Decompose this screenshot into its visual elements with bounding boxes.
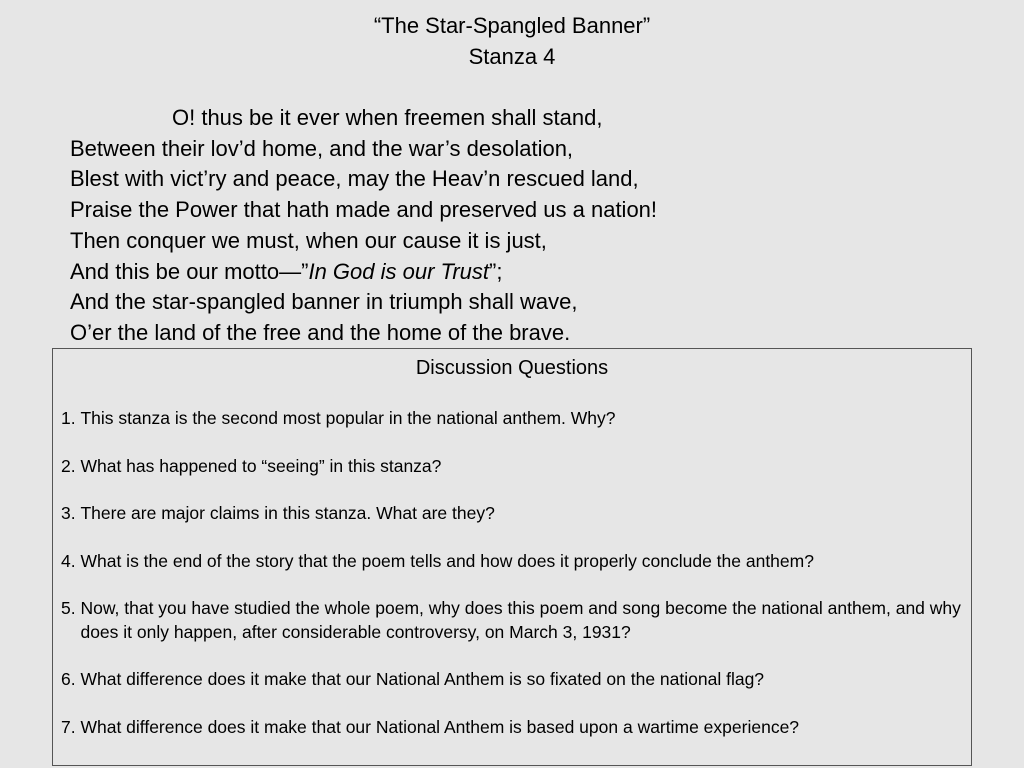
question-number: 6.	[61, 669, 81, 689]
motto-line	[70, 257, 970, 288]
stanza-text	[70, 103, 970, 349]
stanza-line: Praise the Power that hath made and preserved us a nation!	[70, 197, 658, 223]
question-item	[61, 550, 961, 574]
stanza-line: Between their lov’d home, and the war’s desolation,	[70, 135, 574, 161]
title-block	[0, 10, 1024, 72]
question-list	[61, 407, 961, 763]
song-title: “The Star-Spangled Banner”	[373, 13, 651, 38]
question-number: 3.	[61, 503, 81, 523]
question-text: There are major claims in this stanza. What are they?	[80, 503, 495, 523]
question-text: What has happened to “seeing” in this stanza?	[80, 455, 442, 476]
question-item	[61, 716, 961, 740]
stanza-line: And the star-spangled banner in triumph shall wave,	[70, 289, 578, 315]
question-item	[61, 407, 961, 431]
question-number: 5.	[61, 598, 81, 618]
stanza-label: Stanza 4	[468, 44, 556, 69]
stanza-line: O’er the land of the free and the home of the brave.	[70, 319, 571, 345]
question-item	[61, 502, 961, 526]
question-number: 2.	[61, 455, 81, 476]
question-text: Now, that you have studied the whole poem, why does this poem and song become the national anthem, and why does it only happen, after considerable controversy, on March 3, 1931?	[80, 598, 961, 642]
question-text: This stanza is the second most popular in the national anthem. Why?	[80, 408, 616, 428]
motto-suffix: ”;	[489, 258, 503, 284]
question-number: 1.	[61, 408, 81, 428]
question-item	[61, 455, 961, 479]
discussion-heading: Discussion Questions	[415, 357, 609, 379]
motto-text: In God is our Trust	[308, 258, 489, 284]
question-text: What difference does it make that our National Anthem is so fixated on the national flag?	[80, 669, 765, 689]
discussion-questions-box	[52, 348, 972, 766]
question-text: What difference does it make that our National Anthem is based upon a wartime experience?	[80, 716, 800, 737]
question-number: 7.	[61, 716, 81, 737]
stanza-line: Blest with vict’ry and peace, may the Heav’n rescued land,	[70, 166, 639, 192]
stanza-line: Then conquer we must, when our cause it is just,	[70, 227, 547, 253]
motto-prefix: And this be our motto—”	[70, 258, 309, 284]
question-item	[61, 597, 961, 644]
question-text: What is the end of the story that the poem tells and how does it properly conclude the anthem?	[80, 550, 814, 571]
stanza-line: O! thus be it ever when freemen shall stand,	[172, 105, 603, 130]
question-item	[61, 668, 961, 692]
question-number: 4.	[61, 550, 81, 571]
